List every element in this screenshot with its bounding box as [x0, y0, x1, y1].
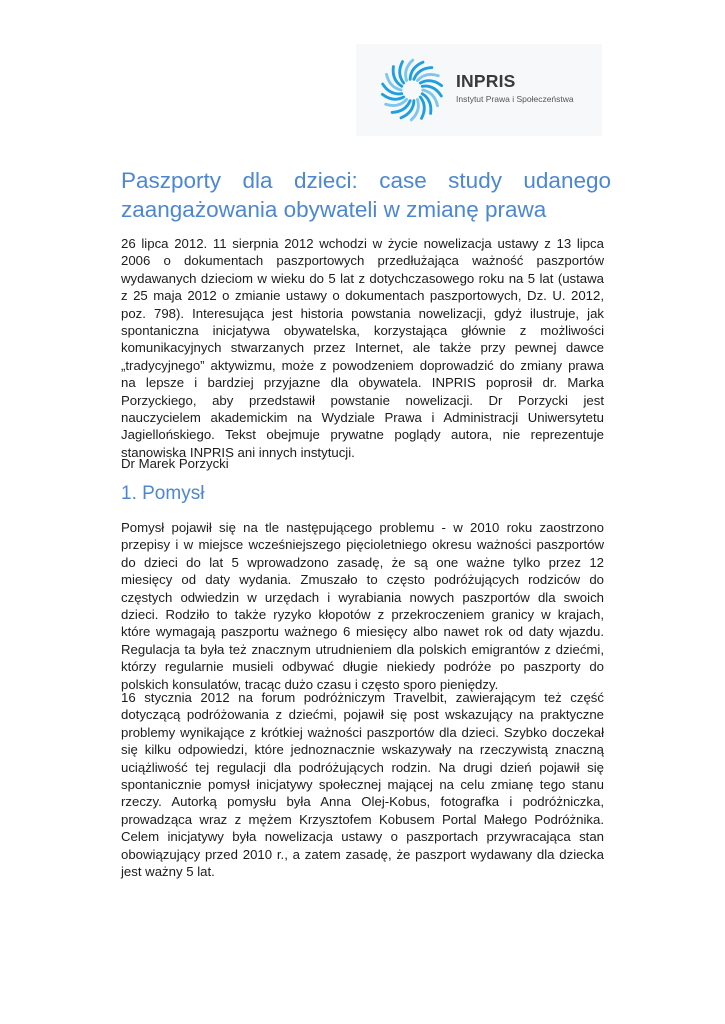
logo-name: INPRIS: [456, 71, 516, 91]
inpris-logo: [356, 44, 602, 136]
text-line: nauczycielem akademickim na Wydziale Prawa i Administracji Uniwersytetu: [121, 410, 604, 426]
text-line: 26 lipca 2012. 11 sierpnia 2012 wchodzi w życie nowelizacja ustawy z 13 lipca: [121, 236, 604, 251]
text-line: obowiązujący przed 2010 r., a zatem zasadę, że paszport wydawany dla dziecka: [121, 846, 604, 862]
text-line: polskich konsulatów, tracąc dużo czasu i często sporo pieniędzy.: [121, 676, 499, 692]
text-line: Pomysł pojawił się na tle następującego problemu - w 2010 roku zaostrzono: [121, 520, 604, 535]
text-line: jest ważny 5 lat.: [121, 864, 215, 880]
author-line: Dr Marek Porzycki: [121, 456, 229, 471]
text-line: częstych odwiedzin w urzędach i wyrabiania nowych paszportów dla swoich: [121, 589, 604, 605]
document-title: [121, 166, 611, 224]
section-heading: 1. Pomysł: [121, 483, 205, 504]
text-line: stanowiska INPRIS ani innych instytucji.: [121, 444, 355, 460]
text-line: „tradycyjnego” aktywizmu, może z powodzeniem doprowadzić do zmiany prawa: [121, 357, 604, 373]
text-line: Celem inicjatywy była nowelizacja ustawy o paszportach przywracająca stan: [121, 829, 604, 845]
text-line: spontanicznie pomysł inicjatywy społecznej mającej na celu zmianę tego stanu: [121, 777, 604, 793]
text-line: poz. 798). Interesująca jest historia powstania nowelizacji, gdyż ilustruje, jak: [121, 305, 604, 321]
text-line: się kilku odpowiedzi, które jednoznacznie wskazywały na rzeczywistą znaczną: [121, 742, 604, 758]
logo-blade: [420, 97, 424, 118]
text-line: Jagiellońskiego. Tekst obejmuje prywatne poglądy autora, nie reprezentuje: [121, 427, 604, 443]
author-name: [121, 455, 604, 472]
text-line: do dzieci do lat 5 wprowadzono zasadę, że są one ważne tylko przez 12: [121, 554, 604, 570]
text-line: Porzyckiego, aby przedstawił powstanie nowelizacji. Dr Porzycki jest: [121, 392, 604, 408]
text-line: Regulacja ta była też znacznym utrudnieniem dla polskich emigrantów z dziećmi,: [121, 641, 604, 657]
text-line: na lepsze i bardziej przyjazne dla obywatela. INPRIS poprosił dr. Marka: [121, 375, 604, 391]
text-line: uciążliwość tej regulacji dla podróżujących rodzin. Na drugi dzień pojawił się: [121, 759, 604, 775]
text-line: które wymagają paszportu ważnego 6 miesięcy albo nawet rok od daty wjazdu.: [121, 624, 604, 640]
text-line: z 25 maja 2012 o zmianie ustawy o dokumentach paszportowych, Dz. U. 2012,: [121, 288, 604, 304]
text-line: spontaniczna inicjatywa obywatelska, korzystająca głównie z możliwości: [121, 323, 604, 339]
text-line: dzieci. Rodziło to także ryzyko kłopotów z przekroczeniem granicy w krajach,: [121, 607, 604, 623]
section-paragraph-2: [121, 689, 604, 880]
text-line: 16 stycznia 2012 na forum podróżniczym Travelbit, zawierającym też część: [121, 690, 604, 705]
text-line: prowadząca wraz z mężem Krzysztofem Kobusem Portal Małego Podróżnika.: [121, 811, 604, 827]
title-line-1: Paszporty dla dzieci: case study udanego: [121, 168, 611, 193]
text-line: 2006 o dokumentach paszportowych przedłużająca ważność paszportów: [121, 253, 604, 269]
text-line: którzy regularnie musieli odbywać długie niekiedy podróże po paszporty do: [121, 659, 604, 675]
intro-paragraph: [121, 235, 604, 461]
text-line: dotyczącą podróżowania z dziećmi, pojawił się post wskazujący na praktyczne: [121, 707, 604, 723]
logo-subtitle: Instytut Prawa i Społeczeństwa: [456, 94, 574, 104]
logo-blade: [400, 62, 404, 83]
inpris-swirl-icon: [378, 56, 446, 124]
title-line-2: zaangażowania obywateli w zmianę prawa: [121, 197, 547, 222]
section-paragraph-1: [121, 519, 604, 693]
text-line: problemy wynikające z krótkiej ważności paszportów dla dzieci. Szybko doczekał: [121, 724, 604, 740]
text-line: komunikacyjnych stwarzanych przez Internet, ale także przy pewnej dawce: [121, 340, 604, 356]
text-line: rzeczy. Autorką pomysłu była Anna Olej-Kobus, fotografka i podróżniczka,: [121, 794, 604, 810]
text-line: przepisy i w miejsce wcześniejszego pięcioletniego okresu ważności paszportów: [121, 537, 604, 553]
text-line: wydawanych dzieciom w wieku do 5 lat z dotychczasowego roku na 5 lat (ustawa: [121, 270, 604, 286]
text-line: miesięcy od daty wydania. Zmuszało to często podróżujących rodziców do: [121, 572, 604, 588]
